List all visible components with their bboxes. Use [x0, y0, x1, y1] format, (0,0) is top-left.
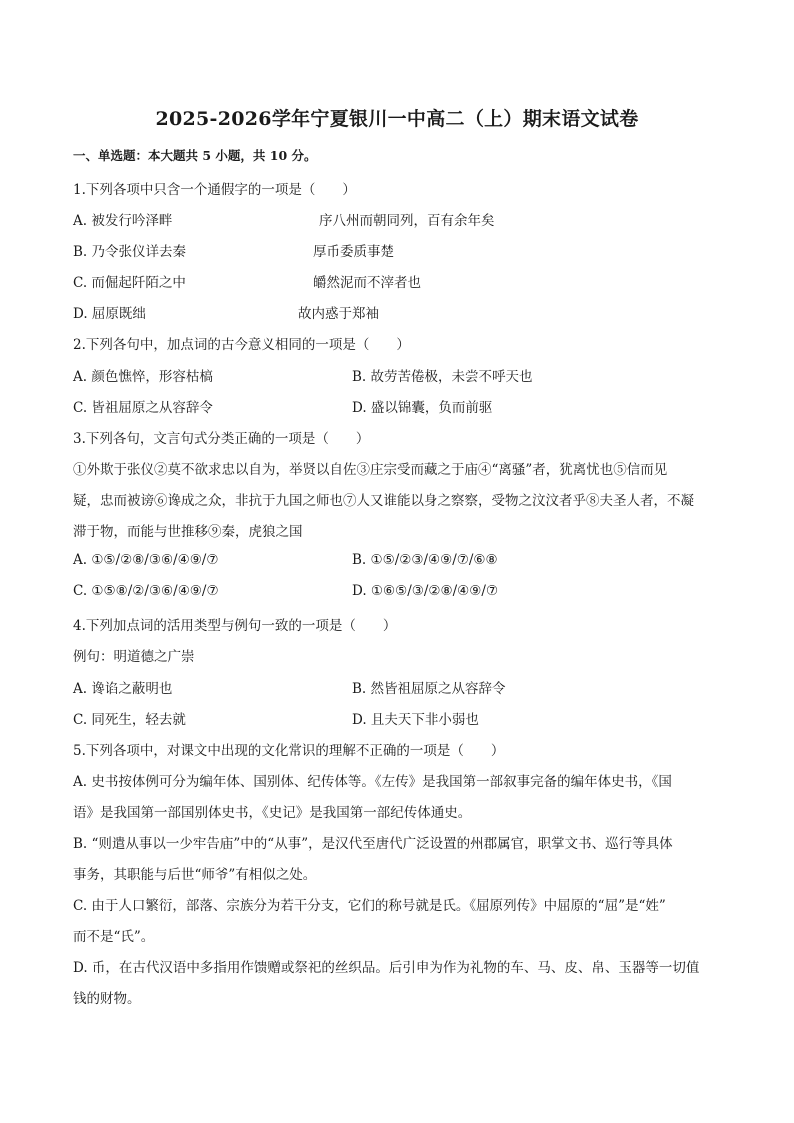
question-5-option-d-line-2: 钱的财物。: [73, 991, 141, 1007]
question-4-option-a: A. 谗谄之蔽明也: [73, 681, 173, 697]
question-1-option-c-right: 皭然泥而不滓者也: [313, 275, 421, 291]
question-2-option-c: C. 皆祖屈原之从容辞令: [73, 400, 213, 416]
question-5-stem: 5.下列各项中，对课文中出现的文化常识的理解不正确的一项是（ ）: [73, 743, 505, 759]
question-5-option-d-line-1: D. 币，在古代汉语中多指用作馈赠或祭祀的丝织品。后引申为作为礼物的车、马、皮、帛、玉器等一切值: [73, 960, 700, 976]
question-3-option-c: C. ①⑤⑧/②/③⑥/④⑨/⑦: [73, 583, 219, 599]
question-5-option-b-line-2: 事务，其职能与后世“师爷”有相似之处。: [73, 867, 317, 883]
page-title: 2025-2026学年宁夏银川一中高二（上）期末语文试卷: [155, 108, 639, 130]
question-2-option-b: B. 故劳苦倦极，未尝不呼天也: [352, 369, 533, 385]
question-4-stem: 4.下列加点词的活用类型与例句一致的一项是（ ）: [73, 618, 397, 634]
question-4-option-c: C. 同死生，轻去就: [73, 712, 186, 728]
question-5-option-a-line-2: 语》是我国第一部国别体史书，《史记》是我国第一部纪传体通史。: [73, 805, 472, 821]
question-1-option-b-left: B. 乃令张仪详去秦: [73, 244, 187, 260]
question-2-stem: 2.下列各句中，加点词的古今意义相同的一项是（ ）: [73, 337, 410, 353]
question-3-option-a: A. ①⑤/②⑧/③⑥/④⑨/⑦: [73, 552, 219, 568]
section-heading: 一、单选题：本大题共 5 小题，共 10 分。: [73, 148, 317, 163]
question-3-body-line-2: 疑，忠而被谤⑥谗成之众，非抗于九国之师也⑦人又谁能以身之察察，受物之汶汶者乎⑧夫圣人者，不凝: [73, 493, 694, 509]
question-1-option-d-right: 故内惑于郑袖: [298, 306, 379, 322]
question-3-stem: 3.下列各句，文言句式分类正确的一项是（ ）: [73, 431, 370, 447]
question-5-option-b-line-1: B. “则遣从事以一少牢告庙”中的“从事”，是汉代至唐代广泛设置的州郡属官，职掌文书、巡行等具体: [73, 836, 673, 852]
question-1-option-a-right: 序八州而朝同列，百有余年矣: [319, 213, 495, 229]
question-2-option-a: A. 颜色憔悴，形容枯槁: [73, 369, 213, 385]
question-1-option-c-left: C. 而倔起阡陌之中: [73, 275, 186, 291]
question-3-option-b: B. ①⑤/②③/④⑨/⑦/⑥⑧: [352, 552, 498, 568]
question-4-option-d: D. 且夫天下非小弱也: [352, 712, 479, 728]
question-1-stem: 1.下列各项中只含一个通假字的一项是（ ）: [73, 182, 356, 198]
question-3-body-line-1: ①外欺于张仪②莫不欲求忠以自为，举贤以自佐③庄宗受而藏之于庙④“离骚”者，犹离忧也⑤信而见: [73, 462, 668, 478]
question-5-option-c-line-2: 而不是“氏”。: [73, 929, 155, 945]
question-4-example: 例句：明道德之广崇: [73, 649, 195, 665]
question-1-option-d-left: D. 屈原既绌: [73, 306, 146, 322]
question-1-option-a-left: A. 被发行吟泽畔: [73, 213, 173, 229]
question-5-option-c-line-1: C. 由于人口繁衍，部落、宗族分为若干分支，它们的称号就是氏。《屈原列传》中屈原的“屈”是“姓”: [73, 898, 666, 914]
question-3-body-line-3: 滞于物，而能与世推移⑨秦，虎狼之国: [73, 524, 303, 540]
question-3-option-d: D. ①⑥⑤/③/②⑧/④⑨/⑦: [352, 583, 499, 599]
question-2-option-d: D. 盛以锦囊，负而前驱: [352, 400, 493, 416]
question-5-option-a-line-1: A. 史书按体例可分为编年体、国别体、纪传体等。《左传》是我国第一部叙事完备的编年体史书，《国: [73, 774, 672, 790]
question-1-option-b-right: 厚币委质事楚: [313, 244, 394, 260]
question-4-option-b: B. 然皆祖屈原之从容辞令: [352, 681, 506, 697]
